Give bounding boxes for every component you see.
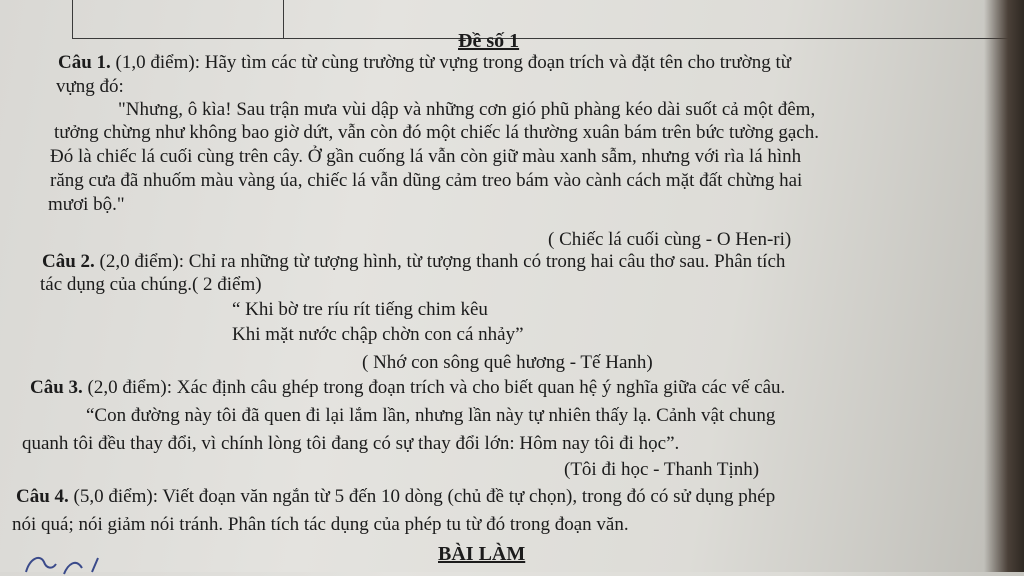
q3-label: Câu 3. — [30, 377, 83, 398]
q4-points: (5,0 điểm): — [73, 486, 158, 507]
q4-prompt-line-2: nói quá; nói giảm nói tránh. Phân tích tác dụng của phép tu từ đó trong đoạn văn. — [12, 514, 629, 535]
header-table-divider — [283, 0, 284, 38]
q3-passage-line-2: quanh tôi đều thay đổi, vì chính lòng tôi đang có sự thay đổi lớn: Hôm nay tôi đi học”. — [22, 433, 680, 454]
q1-passage-line-2: tưởng chừng như không bao giờ dứt, vẫn còn đó một chiếc lá thường xuân bám trên bức tường gạch. — [54, 122, 819, 143]
q3-prompt: Xác định câu ghép trong đoạn trích và cho biết quan hệ ý nghĩa giữa các vế câu. — [176, 377, 786, 398]
exam-title: Đề số 1 — [458, 30, 520, 52]
q3-passage-line-1: “Con đường này tôi đã quen đi lại lắm lần, nhưng lần này tự nhiên thấy lạ. Cảnh vật chung — [86, 405, 776, 426]
q2-prompt-line-1 — [42, 251, 785, 273]
q3-source: (Tôi đi học - Thanh Tịnh) — [564, 459, 760, 480]
q2-source: ( Nhớ con sông quê hương - Tế Hanh) — [362, 352, 653, 373]
q3-points: (2,0 điểm): — [87, 377, 172, 398]
q2-label: Câu 2. — [42, 251, 95, 272]
header-table — [72, 0, 1012, 39]
q1-prompt: Hãy tìm các từ cùng trường từ vựng trong đoạn trích và đặt tên cho trường từ — [204, 52, 792, 73]
q2-poem-line-1: “ Khi bờ tre ríu rít tiếng chim kêu — [232, 299, 488, 320]
q1-passage-line-4: răng cưa đã nhuốm màu vàng úa, chiếc lá vẫn dũng cảm treo bám vào cành cách mặt đất chừng hai — [50, 170, 803, 191]
q1-source: ( Chiếc lá cuối cùng - O Hen-ri) — [548, 229, 792, 250]
q2-points: (2,0 điểm): — [99, 251, 184, 272]
answer-heading: BÀI LÀM — [438, 543, 526, 565]
q2-poem-line-2: Khi mặt nước chập chờn con cá nhảy” — [232, 324, 524, 345]
q4-prompt: Viết đoạn văn ngắn từ 5 đến 10 dòng (chủ đề tự chọn), trong đó có sử dụng phép — [162, 486, 776, 507]
q1-label: Câu 1. — [58, 52, 111, 73]
q4-label: Câu 4. — [16, 486, 69, 507]
q2-prompt: Chỉ ra những từ tượng hình, từ tượng thanh có trong hai câu thơ sau. Phân tích — [188, 251, 786, 272]
q3-prompt-line — [30, 377, 785, 399]
q1-points: (1,0 điểm): — [115, 52, 200, 73]
q1-prompt-line-1 — [58, 52, 791, 74]
q4-prompt-line-1 — [16, 486, 775, 508]
q1-passage-line-5: mươi bộ." — [48, 194, 125, 215]
q1-passage-line-3: Đó là chiếc lá cuối cùng trên cây. Ở gần cuống lá vẫn còn giữ màu xanh sẫm, nhưng với rìa lá hình — [50, 146, 802, 167]
q2-prompt-line-2: tác dụng của chúng.( 2 điểm) — [40, 274, 262, 295]
q1-passage-line-1: "Nhưng, ô kìa! Sau trận mưa vùi dập và những cơn gió phũ phàng kéo dài suốt cả một đêm, — [118, 99, 816, 120]
q1-prompt-line-2: vựng đó: — [56, 76, 124, 97]
background-edge — [984, 0, 1024, 572]
